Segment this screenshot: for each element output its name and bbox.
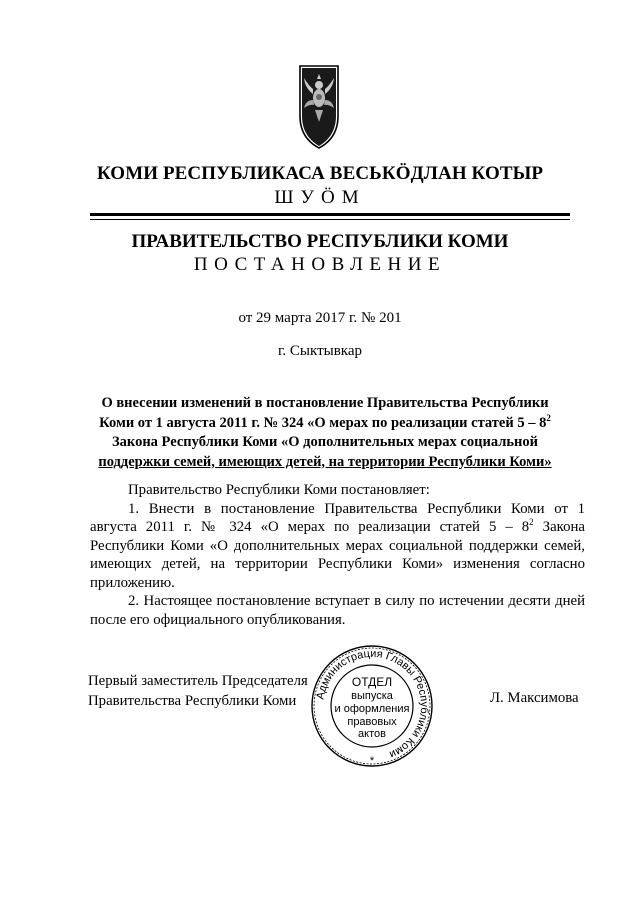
body-intro: Правительство Республики Коми постановляет: bbox=[128, 482, 430, 498]
title-line-2-text: Коми от 1 августа 2011 г. № 324 «О мерах по реализации статей 5 – 8 bbox=[99, 414, 547, 431]
document-title bbox=[80, 394, 570, 472]
title-line-3: Закона Республики Коми «О дополнительных мерах социальной bbox=[112, 434, 538, 450]
title-line-1: О внесении изменений в постановление Правительства Республики bbox=[101, 395, 549, 411]
title-line-4: поддержки семей, имеющих детей, на территории Республики Коми» bbox=[98, 453, 552, 470]
signatory-name: Л. Максимова bbox=[490, 690, 579, 706]
document-type: ПОСТАНОВЛЕНИЕ bbox=[193, 254, 447, 275]
komi-government-name: КОМИ РЕСПУБЛИКАСА ВЕСЬКӦДЛАН КОТЫР bbox=[96, 163, 544, 184]
document-city: г. Сыктывкар bbox=[277, 343, 363, 359]
stamp-star: * bbox=[369, 755, 375, 767]
signatory-position-line-1: Первый заместитель Председателя bbox=[88, 673, 308, 689]
body-item-1-text-b: Закона Республики Коми «О дополнительных мерах социальной поддержки семей, имеющих детей, на территории Республики Коми» изменения согласно приложению. bbox=[90, 519, 585, 591]
komi-coat-of-arms-emblem bbox=[296, 58, 342, 150]
stamp-line-2: выпуска bbox=[351, 690, 393, 702]
header-divider-thin bbox=[90, 219, 570, 220]
official-stamp bbox=[308, 642, 436, 770]
komi-document-type: ШУӦМ bbox=[274, 187, 366, 208]
title-superscript: 2 bbox=[546, 412, 551, 423]
signatory-position-line-2: Правительства Республики Коми bbox=[88, 693, 297, 709]
document-date-number: от 29 марта 2017 г. № 201 bbox=[238, 310, 402, 326]
document-body bbox=[90, 481, 585, 629]
stamp-line-5: актов bbox=[358, 728, 386, 740]
body-item-1-superscript: 2 bbox=[529, 517, 534, 528]
title-line-2 bbox=[80, 414, 570, 434]
body-item-1-text-a: 1. Внести в постановление Правительства Республики Коми от 1 августа 2011 г. № 324 «О мерах по реализации статей 5 – 8 bbox=[90, 500, 585, 535]
body-item-1 bbox=[90, 500, 585, 593]
stamp-line-4: правовых bbox=[347, 716, 397, 728]
signatory-position bbox=[88, 671, 308, 711]
government-name: ПРАВИТЕЛЬСТВО РЕСПУБЛИКИ КОМИ bbox=[131, 231, 509, 252]
stamp-line-1: ОТДЕЛ bbox=[351, 675, 393, 689]
stamp-ring-textpath: Администрация Главы Республики Коми bbox=[314, 647, 431, 761]
stamp-line-3: и оформления bbox=[334, 703, 410, 715]
body-item-2: 2. Настоящее постановление вступает в силу по истечении десяти дней после его официального опубликования. bbox=[90, 593, 585, 628]
header-divider-thick bbox=[90, 213, 570, 216]
